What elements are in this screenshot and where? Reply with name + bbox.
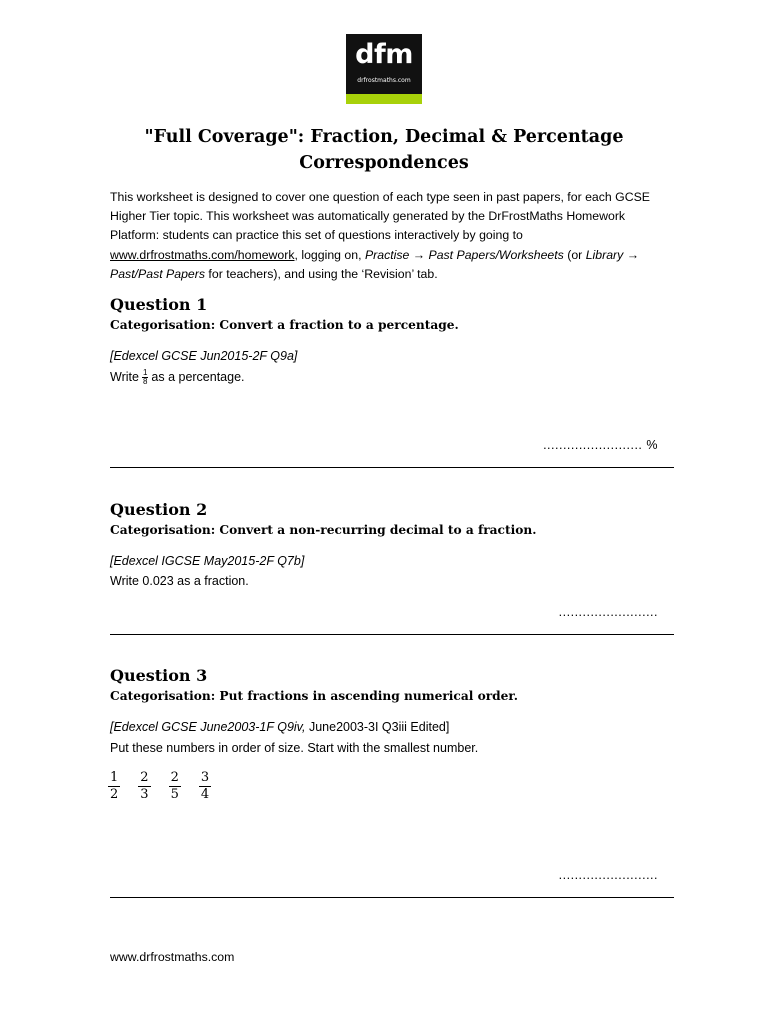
- worksheet-title: "Full Coverage": Fraction, Decimal & Percentage Correspondences: [144, 127, 624, 173]
- fraction-item: [138, 770, 150, 803]
- question-2-answer-line[interactable]: .........................: [558, 605, 658, 619]
- question-3-heading: Question 3: [110, 666, 208, 685]
- intro-text-3: (or: [563, 247, 586, 262]
- question-1-answer-line[interactable]: ......................... %: [543, 438, 658, 452]
- fraction-denominator: 3: [140, 787, 149, 802]
- question-3-fractions: [108, 770, 211, 803]
- logo-text: dfm: [355, 39, 413, 70]
- intro-library-path: Library → Past/Past Papers: [110, 247, 639, 281]
- fraction-numerator: 1: [142, 368, 148, 377]
- footer-url: www.drfrostmaths.com: [110, 950, 235, 964]
- question-2-heading: Question 2: [110, 500, 208, 519]
- question-1-fraction: [142, 369, 148, 386]
- homework-link[interactable]: www.drfrostmaths.com/homework: [110, 247, 295, 262]
- question-2-source: [Edexcel IGCSE May2015-2F Q7b]: [110, 554, 305, 568]
- fraction-numerator: 3: [200, 770, 210, 785]
- question-3-source: [110, 720, 449, 734]
- question-3-source-italic: [Edexcel GCSE June2003-1F Q9iv,: [110, 720, 306, 734]
- fraction-denominator: 5: [170, 787, 179, 802]
- intro-text-2: , logging on,: [294, 247, 365, 262]
- question-2-category: Categorisation: Convert a non-recurring decimal to a fraction.: [110, 523, 537, 537]
- fraction-item: [108, 770, 120, 803]
- question-3-answer-line[interactable]: .........................: [558, 868, 658, 882]
- fraction-denominator: 4: [200, 787, 210, 802]
- question-3-text: Put these numbers in order of size. Start with the smallest number.: [110, 741, 479, 755]
- intro-paragraph: [110, 188, 670, 284]
- logo-subtext: drfrostmaths.com: [357, 77, 411, 84]
- question-1-category: Categorisation: Convert a fraction to a percentage.: [110, 318, 459, 332]
- question-1-source: [Edexcel GCSE Jun2015-2F Q9a]: [110, 349, 298, 363]
- question-1-heading: Question 1: [110, 295, 208, 314]
- fraction-denominator: 2: [110, 787, 119, 802]
- question-3-source-plain: June2003-3I Q3iii Edited]: [305, 720, 450, 734]
- logo-accent-bar: [346, 94, 422, 104]
- question-2-text: Write 0.023 as a fraction.: [110, 574, 249, 588]
- fraction-numerator: 2: [140, 770, 149, 785]
- question-1-text-before: Write: [110, 369, 139, 384]
- fraction-denominator: 8: [142, 377, 148, 386]
- intro-text-1: This worksheet is designed to cover one question of each type seen in past papers, for each GCSE Higher Tier topic. This worksheet was automatically generated by the DrFrostMaths Homework Platform: students can practice this set of questions interactively by going to: [110, 190, 651, 243]
- fraction-numerator: 2: [170, 770, 179, 785]
- question-1-text-after: as a percentage.: [151, 369, 245, 384]
- question-2-divider: [110, 634, 674, 635]
- intro-practise-path: Practise → Past Papers/Worksheets: [364, 247, 564, 262]
- drfrostmaths-logo: [346, 34, 422, 104]
- fraction-numerator: 1: [110, 770, 119, 785]
- fraction-item: [199, 770, 211, 803]
- fraction-item: [169, 770, 181, 803]
- question-3-category: Categorisation: Put fractions in ascending numerical order.: [110, 689, 518, 703]
- intro-text-4: for teachers), and using the ‘Revision’ tab.: [205, 266, 438, 281]
- question-1-text: [110, 369, 245, 386]
- question-3-divider: [110, 897, 674, 898]
- question-1-divider: [110, 467, 674, 468]
